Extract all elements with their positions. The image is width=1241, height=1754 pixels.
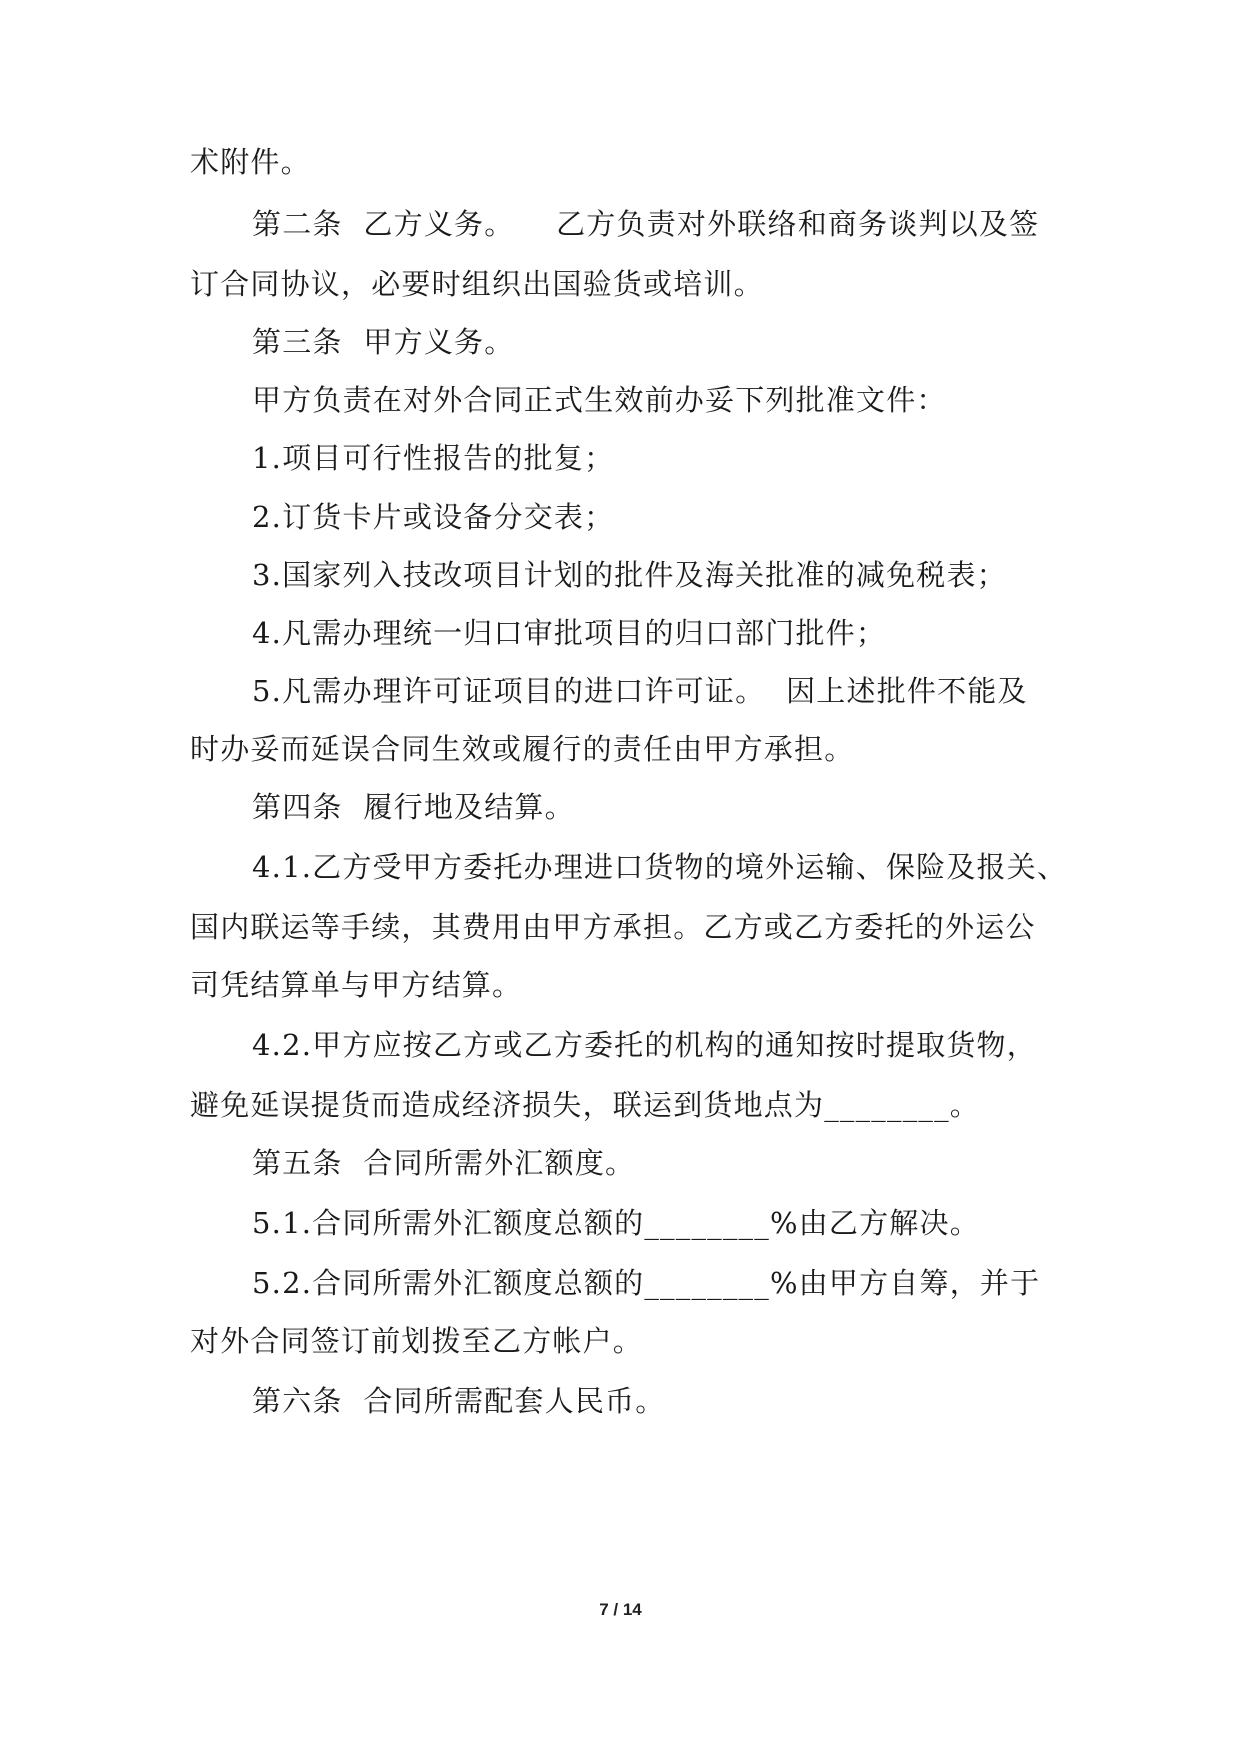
text-line: 4.凡需办理统一归口审批项目的归口部门批件； xyxy=(252,616,887,650)
text-line: 术附件。 xyxy=(190,145,311,179)
text-line: 5.2.合同所需外汇额度总额的________%由甲方自筹，并于 xyxy=(252,1266,1041,1300)
text-line: 对外合同签订前划拨至乙方帐户。 xyxy=(190,1324,644,1358)
text-line: 第四条 履行地及结算。 xyxy=(252,790,575,824)
text-line: 5.凡需办理许可证项目的进口许可证。 因上述批件不能及 xyxy=(252,674,1028,708)
text-line: 第五条 合同所需外汇额度。 xyxy=(252,1146,636,1180)
text-line: 5.1.合同所需外汇额度总额的________%由乙方解决。 xyxy=(252,1206,980,1240)
text-line: 第三条 甲方义务。 xyxy=(252,325,515,359)
text-line: 4.2.甲方应按乙方或乙方委托的机构的通知按时提取货物， xyxy=(252,1028,1037,1062)
page-number: 7 / 14 xyxy=(599,1600,642,1619)
text-line: 司凭结算单与甲方结算。 xyxy=(190,968,523,1002)
text-line: 订合同协议，必要时组织出国验货或培训。 xyxy=(190,267,764,301)
text-line: 4.1.乙方受甲方委托办理进口货物的境外运输、保险及报关、 xyxy=(252,850,1068,884)
text-line: 时办妥而延误合同生效或履行的责任由甲方承担。 xyxy=(190,732,855,766)
text-line: 3.国家列入技改项目计划的批件及海关批准的减免税表； xyxy=(252,558,1007,592)
text-line: 第六条 合同所需配套人民币。 xyxy=(252,1384,666,1418)
text-line: 国内联运等手续，其费用由甲方承担。乙方或乙方委托的外运公 xyxy=(190,910,1036,944)
text-line: 第二条 乙方义务。 乙方负责对外联络和商务谈判以及签 xyxy=(252,207,1040,241)
text-line: 甲方负责在对外合同正式生效前办妥下列批准文件： xyxy=(252,383,947,417)
text-line: 2.订货卡片或设备分交表； xyxy=(252,500,615,534)
text-line: 1.项目可行性报告的批复； xyxy=(252,441,615,475)
text-line: 避免延误提货而造成经济损失，联运到货地点为________。 xyxy=(190,1088,981,1122)
